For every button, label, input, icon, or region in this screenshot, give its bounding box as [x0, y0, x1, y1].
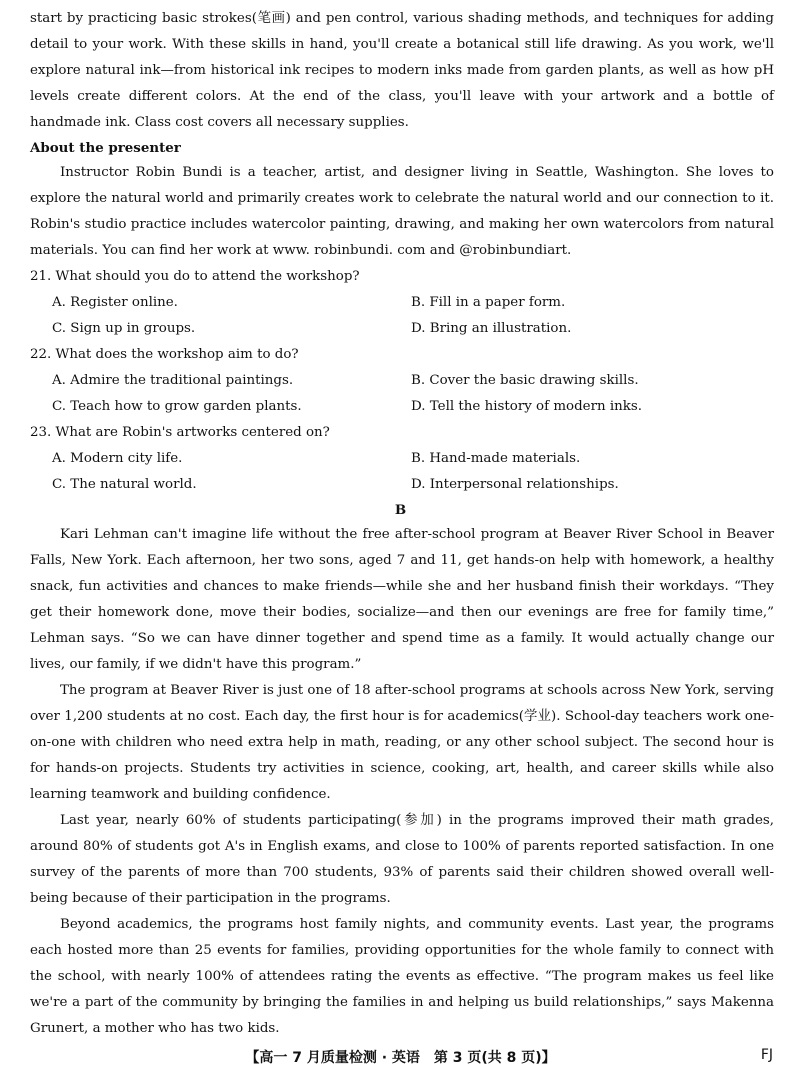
question-23-option-b: B. Hand-made materials. [411, 451, 581, 466]
question-22-option-b: B. Cover the basic drawing skills. [411, 373, 639, 388]
question-22-option-d: D. Tell the history of modern inks. [411, 399, 643, 414]
question-22-option-c: C. Teach how to grow garden plants. [52, 399, 302, 414]
question-23-option-a: A. Modern city life. [52, 451, 183, 466]
footer-code: FJ [760, 1047, 773, 1063]
question-21-option-b: B. Fill in a paper form. [411, 295, 566, 310]
passage-b-paragraph-4: Beyond academics, the programs host family nights, and community events. Last year, the programs each hosted more than 25 events for families, providing opportunities for the whole family to connect with the school, with nearly 100% of attendees rating the events as effective. “The program makes us feel like we're a part of the community by bringing the families in and helping us build relationships,” says Makenna Grunert, a mother who has two kids. [30, 917, 774, 1036]
question-23-option-c: C. The natural world. [52, 477, 197, 492]
passage-a-intro-paragraph: start by practicing basic strokes(笔画) and pen control, various shading methods, and techniques for adding detail to your work. With these skills in hand, you'll create a botanical still life drawing. As you work, we'll explore natural ink—from historical ink recipes to modern inks made from garden plants, as well as how pH levels create different colors. At the end of the class, you'll leave with your artwork and a bottle of handmade ink. Class cost covers all necessary supplies. [30, 11, 774, 130]
presenter-paragraph: Instructor Robin Bundi is a teacher, artist, and designer living in Seattle, Washington. She loves to explore the natural world and primarily creates work to celebrate the natural world and our connection to it. Robin's studio practice includes watercolor painting, drawing, and making her own watercolors from natural materials. You can find her work at www. robinbundi. com and @robinbundiart. [30, 165, 774, 258]
question-21-stem: 21. What should you do to attend the workshop? [30, 269, 360, 284]
question-23-option-d: D. Interpersonal relationships. [411, 477, 619, 492]
passage-b-paragraph-3: Last year, nearly 60% of students participating(参加) in the programs improved their math grades, around 80% of students got A's in English exams, and close to 100% of parents reported satisfaction. In one survey of the parents of more than 700 students, 93% of parents said their children showed overall well-being because of their participation in the programs. [30, 813, 774, 906]
question-21-option-d: D. Bring an illustration. [411, 321, 572, 336]
passage-b-paragraph-2: The program at Beaver River is just one of 18 after-school programs at schools across New York, serving over 1,200 students at no cost. Each day, the first hour is for academics(学业). School-day teachers work one-on-one with children who need extra help in math, reading, or any other school subject. The second hour is for hands-on projects. Students try activities in science, cooking, art, health, and career skills while also learning teamwork and building confidence. [30, 683, 774, 802]
presenter-heading: About the presenter [30, 140, 181, 156]
question-21-option-a: A. Register online. [52, 295, 178, 310]
question-21-option-c: C. Sign up in groups. [52, 321, 196, 336]
question-22-stem: 22. What does the workshop aim to do? [30, 347, 299, 362]
page-footer: 【高一 7 月质量检测 · 英语 第 3 页(共 8 页)】 [245, 1050, 556, 1066]
passage-b-paragraph-1: Kari Lehman can't imagine life without the free after-school program at Beaver River School in Beaver Falls, New York. Each afternoon, her two sons, aged 7 and 11, get hands-on help with homework, a healthy snack, fun activities and chances to make friends—while she and her husband finish their workdays. “They get their homework done, move their bodies, socialize—and then our evenings are free for family time,” Lehman says. “So we can have dinner together and spend time as a family. It would actually change our lives, our family, if we didn't have this program.” [30, 527, 774, 672]
question-23-stem: 23. What are Robin's artworks centered on? [30, 425, 330, 440]
question-22-option-a: A. Admire the traditional paintings. [52, 373, 294, 388]
section-b-label: B [394, 502, 407, 518]
